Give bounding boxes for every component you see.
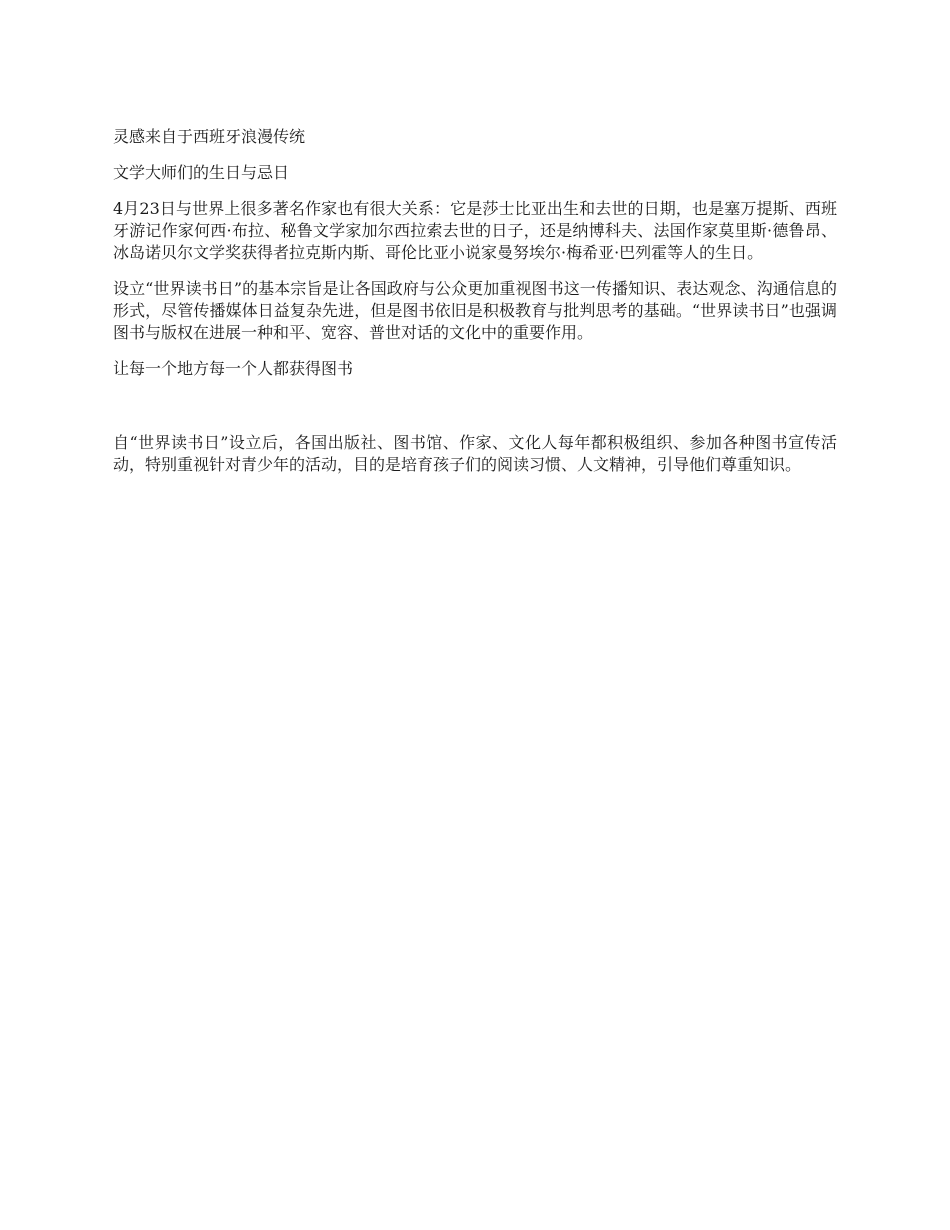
paragraph-purpose: 设立“世界读书日”的基本宗旨是让各国政府与公众更加重视图书这一传播知识、表达观念、沟通信息的形式，尽管传播媒体日益复杂先进，但是图书依旧是积极教育与批判思考的基础。“世界读书日”也强调图书与版权在进展一种和平、宽容、普世对话的文化中的重要作用。	[113, 279, 837, 342]
document-body	[113, 126, 837, 490]
paragraph-activities: 自“世界读书日”设立后，各国出版社、图书馆、作家、文化人每年都积极组织、参加各种图书宣传活动，特别重视针对青少年的活动，目的是培育孩子们的阅读习惯、人文精神，引导他们尊重知识。	[113, 433, 837, 474]
section-heading-access: 让每一个地方每一个人都获得图书	[113, 359, 354, 378]
section-heading-birthdays: 文学大师们的生日与忌日	[113, 163, 290, 182]
paragraph-authors: 4月23日与世界上很多著名作家也有很大关系：它是莎士比亚出生和去世的日期，也是塞万提斯、西班牙游记作家何西·布拉、秘鲁文学家加尔西拉索去世的日子，还是纳博科夫、法国作家莫里斯·德鲁昂、冰岛诺贝尔文学奖获得者拉克斯内斯、哥伦比亚小说家曼努埃尔·梅希亚·巴列霍等人的生日。	[113, 199, 837, 262]
blank-space	[113, 394, 837, 432]
section-heading-inspiration: 灵感来自于西班牙浪漫传统	[113, 127, 306, 146]
